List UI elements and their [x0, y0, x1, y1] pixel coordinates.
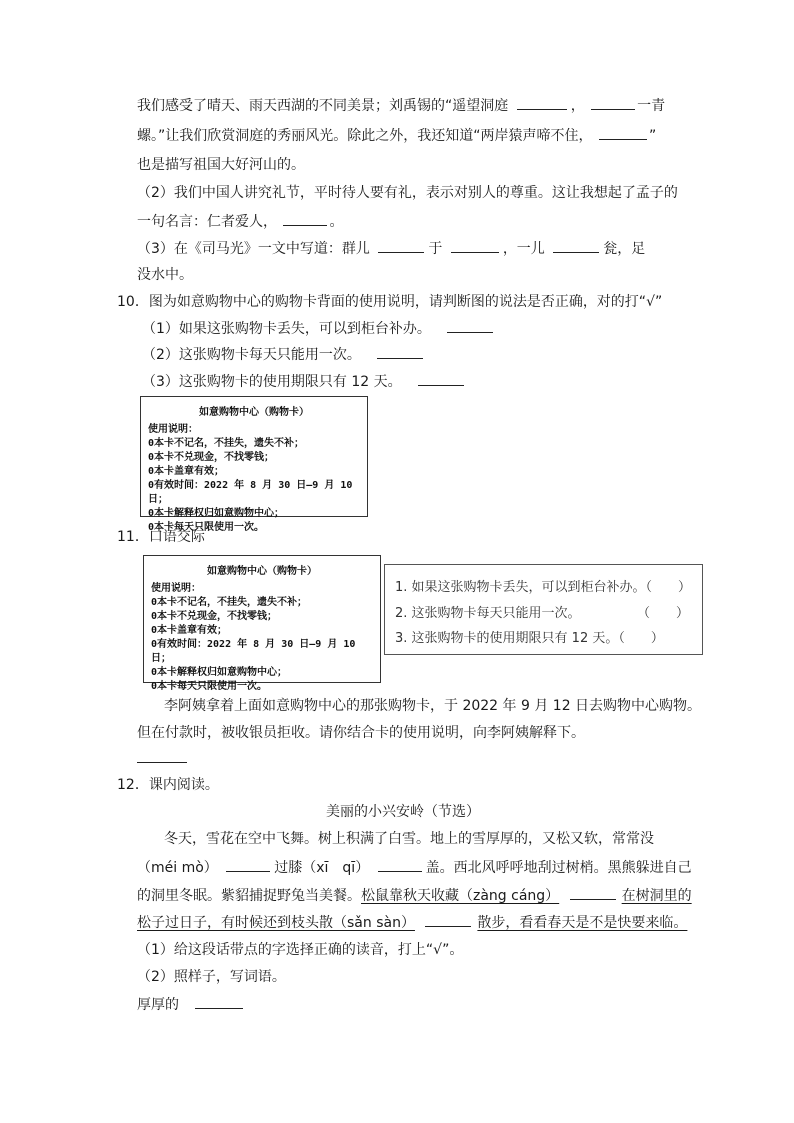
q9-sub-3-line-2: 没水中。	[137, 267, 193, 283]
card-line: 0本卡不记名，不挂失，遗失不补；	[148, 438, 305, 449]
card-line: 0有效时间：2022 年 8 月 30 日—9 月 10 日；	[148, 480, 353, 505]
card-line: 0本卡盖章有效；	[151, 625, 228, 636]
q10-statement-2	[142, 344, 423, 365]
answer-blank[interactable]	[378, 238, 424, 253]
card-line: 使用说明：	[151, 583, 201, 594]
shopping-card-image	[143, 555, 381, 692]
card-title: 如意购物中心（购物卡）	[199, 407, 309, 418]
q9-text: ，一儿	[502, 241, 545, 257]
q12-sub-2: （2）照样子，写词语。	[137, 969, 286, 985]
q12-stem: 12．课内阅读。	[117, 777, 219, 793]
answer-blank[interactable]	[137, 748, 187, 763]
judgment-item: 1. 如果这张购物卡丢失，可以到柜台补办。（ ）	[395, 580, 692, 595]
underlined-text: 散步，看看春天是不是快要来临。	[477, 915, 688, 931]
q9-sub-3	[137, 238, 645, 259]
q10-statement-3	[142, 371, 464, 392]
card-line: 0本卡不兑现金，不找零钱；	[151, 611, 278, 622]
q9-text: （3）在《司马光》一文中写道：群儿	[137, 241, 370, 257]
answer-blank[interactable]	[418, 371, 464, 386]
passage-line-4	[137, 912, 687, 933]
q11-paragraph-1: 李阿姨拿着上面如意购物中心的那张购物卡，于 2022 年 9 月 12 日去购物中心购物。	[164, 698, 702, 714]
card-line: 0本卡解释权归如意购物中心；	[151, 667, 288, 678]
passage-line-1: 冬天，雪花在空中飞舞。树上积满了白雪。地上的雪厚厚的，又松又软，常常没	[164, 831, 654, 847]
q10-statement-1	[142, 318, 493, 339]
answer-blank[interactable]	[599, 125, 647, 140]
judgment-item: 3. 这张购物卡的使用期限只有 12 天。（ ）	[395, 631, 664, 646]
answer-blank[interactable]	[425, 912, 471, 927]
q9-text: 螺。”让我们欣赏洞庭的秀丽风光。除此之外，我还知道“两岸猿声啼不住，	[137, 128, 593, 144]
q9-line-3: 也是描写祖国大好河山的。	[137, 157, 305, 173]
q9-text: 。	[329, 214, 344, 230]
q9-sub-2-line-2	[137, 211, 343, 232]
q12-sub-1: （1）给这段话带点的字选择正确的读音，打上“√”。	[137, 942, 464, 958]
q9-text: 一青	[637, 98, 666, 114]
card-line: 使用说明：	[148, 424, 198, 435]
card-line: 0本卡解释权归如意购物中心；	[148, 508, 285, 519]
passage-line-2	[137, 857, 692, 878]
q9-text: 一句名言：仁者爱人，	[137, 214, 277, 230]
pinyin-choice: （méi mò）	[137, 860, 218, 876]
answer-blank[interactable]	[553, 238, 599, 253]
shopping-card-image	[140, 396, 368, 533]
pinyin-choice: 过膝（xī qī）	[274, 860, 370, 876]
answer-blank[interactable]	[447, 318, 493, 333]
q11-paragraph-2: 但在付款时，被收银员拒收。请你结合卡的使用说明，向李阿姨解释下。	[137, 725, 585, 741]
card-line: 0本卡盖章有效；	[148, 466, 225, 477]
judgment-item: 2. 这张购物卡每天只能用一次。	[395, 606, 581, 621]
passage-line-3	[137, 885, 692, 906]
underlined-text: 在树洞里的	[621, 888, 692, 904]
passage-text: 的洞里冬眠。紫貂捕捉野兔当美餐。	[137, 888, 361, 904]
answer-blank[interactable]	[451, 238, 499, 253]
judgment-paren[interactable]: （ ）	[637, 606, 690, 621]
q11-stem: 11．口语交际	[117, 529, 205, 545]
q10-text: （2）这张购物卡每天只能用一次。	[142, 347, 361, 363]
answer-blank[interactable]	[591, 95, 635, 110]
q9-sub-2: （2）我们中国人讲究礼节，平时待人要有礼，表示对别人的尊重。这让我想起了孟子的	[137, 185, 678, 201]
card-line: 0本卡每天只限使用一次。	[151, 681, 268, 692]
card-line: 0本卡每天只限使用一次。	[148, 522, 265, 533]
q10-text: （3）这张购物卡的使用期限只有 12 天。	[142, 374, 402, 390]
q9-text: 瓮，足	[603, 241, 646, 257]
passage-title	[0, 802, 794, 822]
q9-text: ”	[648, 128, 657, 144]
underlined-text: 松鼠靠秋天收藏（zàng cáng）	[361, 888, 560, 904]
passage-title-text: 美丽的小兴安岭（节选）	[326, 804, 480, 820]
q10-stem: 10．图为如意购物中心的购物卡背面的使用说明，请判断图的说法是否正确，对的打“√”	[117, 294, 663, 310]
answer-blank[interactable]	[378, 857, 422, 872]
answer-blank[interactable]	[517, 95, 567, 110]
answer-blank[interactable]	[570, 885, 616, 900]
q9-text: 于	[428, 241, 443, 257]
answer-blank[interactable]	[377, 344, 423, 359]
answer-blank[interactable]	[283, 211, 327, 226]
underlined-text: 松子过日子，有时候还到枝头散（sǎn sàn）	[137, 915, 415, 931]
q9-line-2	[137, 125, 656, 146]
card-line: 0有效时间：2022 年 8 月 30 日—9 月 10 日；	[151, 639, 356, 664]
q9-line-1	[137, 95, 665, 116]
example-word: 厚厚的	[137, 997, 179, 1013]
card-line: 0本卡不兑现金，不找零钱；	[148, 452, 275, 463]
judgment-box	[384, 564, 703, 655]
card-line: 0本卡不记名，不挂失，遗失不补；	[151, 597, 308, 608]
passage-text: 盖。西北风呼呼地刮过树梢。黑熊躲进自己	[425, 860, 692, 876]
q10-text: （1）如果这张购物卡丢失，可以到柜台补办。	[142, 321, 431, 337]
q12-sub-3	[137, 994, 243, 1015]
answer-blank[interactable]	[195, 994, 243, 1009]
q9-text: 我们感受了晴天、雨天西湖的不同美景；刘禹锡的“遥望洞庭	[137, 98, 509, 114]
q9-text: ，	[570, 98, 585, 114]
answer-blank[interactable]	[226, 857, 270, 872]
card-title: 如意购物中心（购物卡）	[207, 566, 317, 577]
